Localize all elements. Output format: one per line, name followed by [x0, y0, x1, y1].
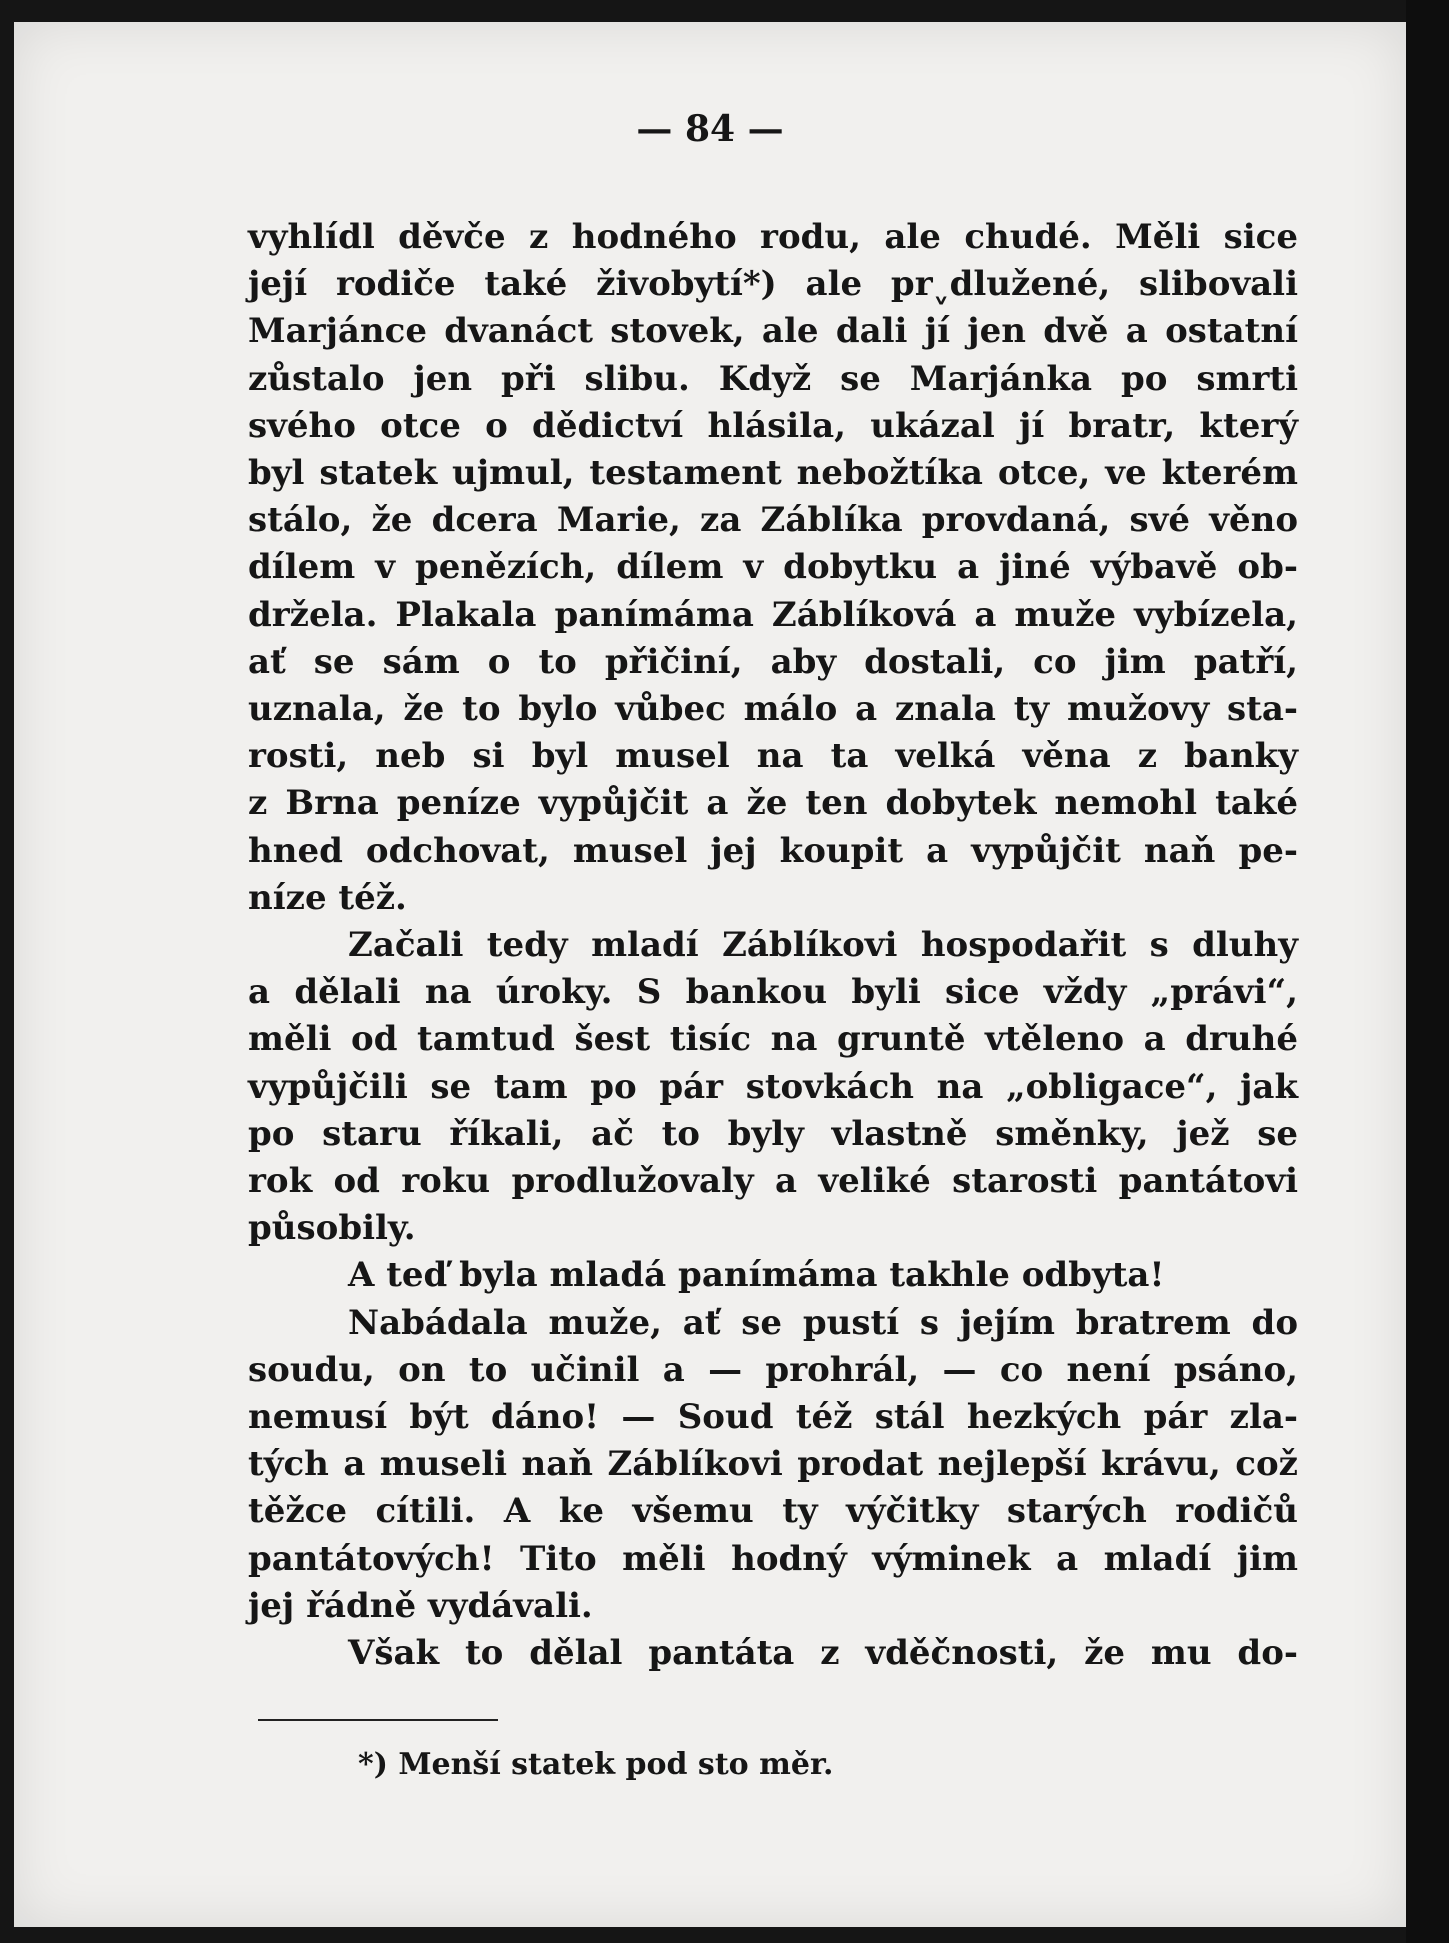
- text-line: stálo, že dcera Marie, za Záblíka provdaná, své věno: [248, 500, 1298, 541]
- page-number: — 84 —: [636, 108, 784, 150]
- text-line: pantátových! Tito měli hodný výminek a mladí jim: [248, 1538, 1298, 1579]
- text-line: Marjánce dvanáct stovek, ale dali jí jen dvě a ostatní: [248, 311, 1298, 352]
- text-line: svého otce o dědictví hlásila, ukázal jí bratr, který: [248, 405, 1298, 446]
- book-page: [14, 22, 1406, 1927]
- text-line: vypůjčili se tam po pár stovkách na „obligace“, jak: [248, 1066, 1298, 1107]
- page-edge-shadow: [1406, 0, 1449, 1943]
- body-text: [248, 214, 1298, 1677]
- text-line: hned odchovat, musel jej koupit a vypůjčit naň pe-: [248, 830, 1298, 871]
- text-line: držela. Plakala panímáma Záblíková a muže vybízela,: [248, 594, 1298, 635]
- footnote: *) Menší statek pod sto měr.: [358, 1747, 834, 1782]
- text-line: po staru říkali, ač to byly vlastně směnky, jež se: [248, 1113, 1298, 1154]
- text-line: měli od tamtud šest tisíc na gruntě vtěleno a druhé: [248, 1019, 1298, 1060]
- text-line: soudu, on to učinil a — prohrál, — co není psáno,: [248, 1349, 1298, 1390]
- text-line: A teď byla mladá panímáma takhle odbyta!: [348, 1255, 1165, 1296]
- text-line: těžce cítili. A ke všemu ty výčitky starých rodičů: [248, 1491, 1298, 1532]
- text-line: působily.: [248, 1208, 416, 1249]
- text-line: Však to dělal pantáta z vděčnosti, že mu do-: [348, 1633, 1298, 1674]
- text-line: vyhlídl děvče z hodného rodu, ale chudé. Měli sice: [248, 217, 1298, 257]
- text-line: níze též.: [248, 877, 407, 918]
- footnote-separator: [258, 1719, 498, 1721]
- text-line: nemusí být dáno! — Soud též stál hezkých pár zla-: [248, 1397, 1298, 1438]
- text-line: z Brna peníze vypůjčit a že ten dobytek nemohl také: [248, 783, 1298, 824]
- text-line: Začali tedy mladí Záblíkovi hospodařit s dluhy: [348, 925, 1298, 966]
- text-line: rosti, neb si byl musel na ta velká věna z banky: [248, 736, 1298, 777]
- text-line: byl statek ujmul, testament nebožtíka otce, ve kterém: [248, 453, 1298, 494]
- text-line: dílem v penězích, dílem v dobytku a jiné výbavě ob-: [248, 547, 1298, 588]
- text-line: její rodiče také živobytí*) ale prˬdlužené, slibovali: [248, 264, 1298, 305]
- text-line: uznala, že to bylo vůbec málo a znala ty mužovy sta-: [248, 689, 1298, 730]
- text-line: zůstalo jen při slibu. Když se Marjánka po smrti: [248, 358, 1298, 399]
- text-line: rok od roku prodlužovaly a veliké starosti pantátovi: [248, 1161, 1298, 1202]
- text-line: ať se sám o to přičiní, aby dostali, co jim patří,: [248, 641, 1298, 682]
- text-line: tých a museli naň Záblíkovi prodat nejlepší krávu, což: [248, 1444, 1298, 1485]
- text-line: a dělali na úroky. S bankou byli sice vždy „právi“,: [248, 972, 1298, 1013]
- text-line: Nabádala muže, ať se pustí s jejím bratrem do: [348, 1302, 1298, 1343]
- text-line: jej řádně vydávali.: [248, 1585, 593, 1626]
